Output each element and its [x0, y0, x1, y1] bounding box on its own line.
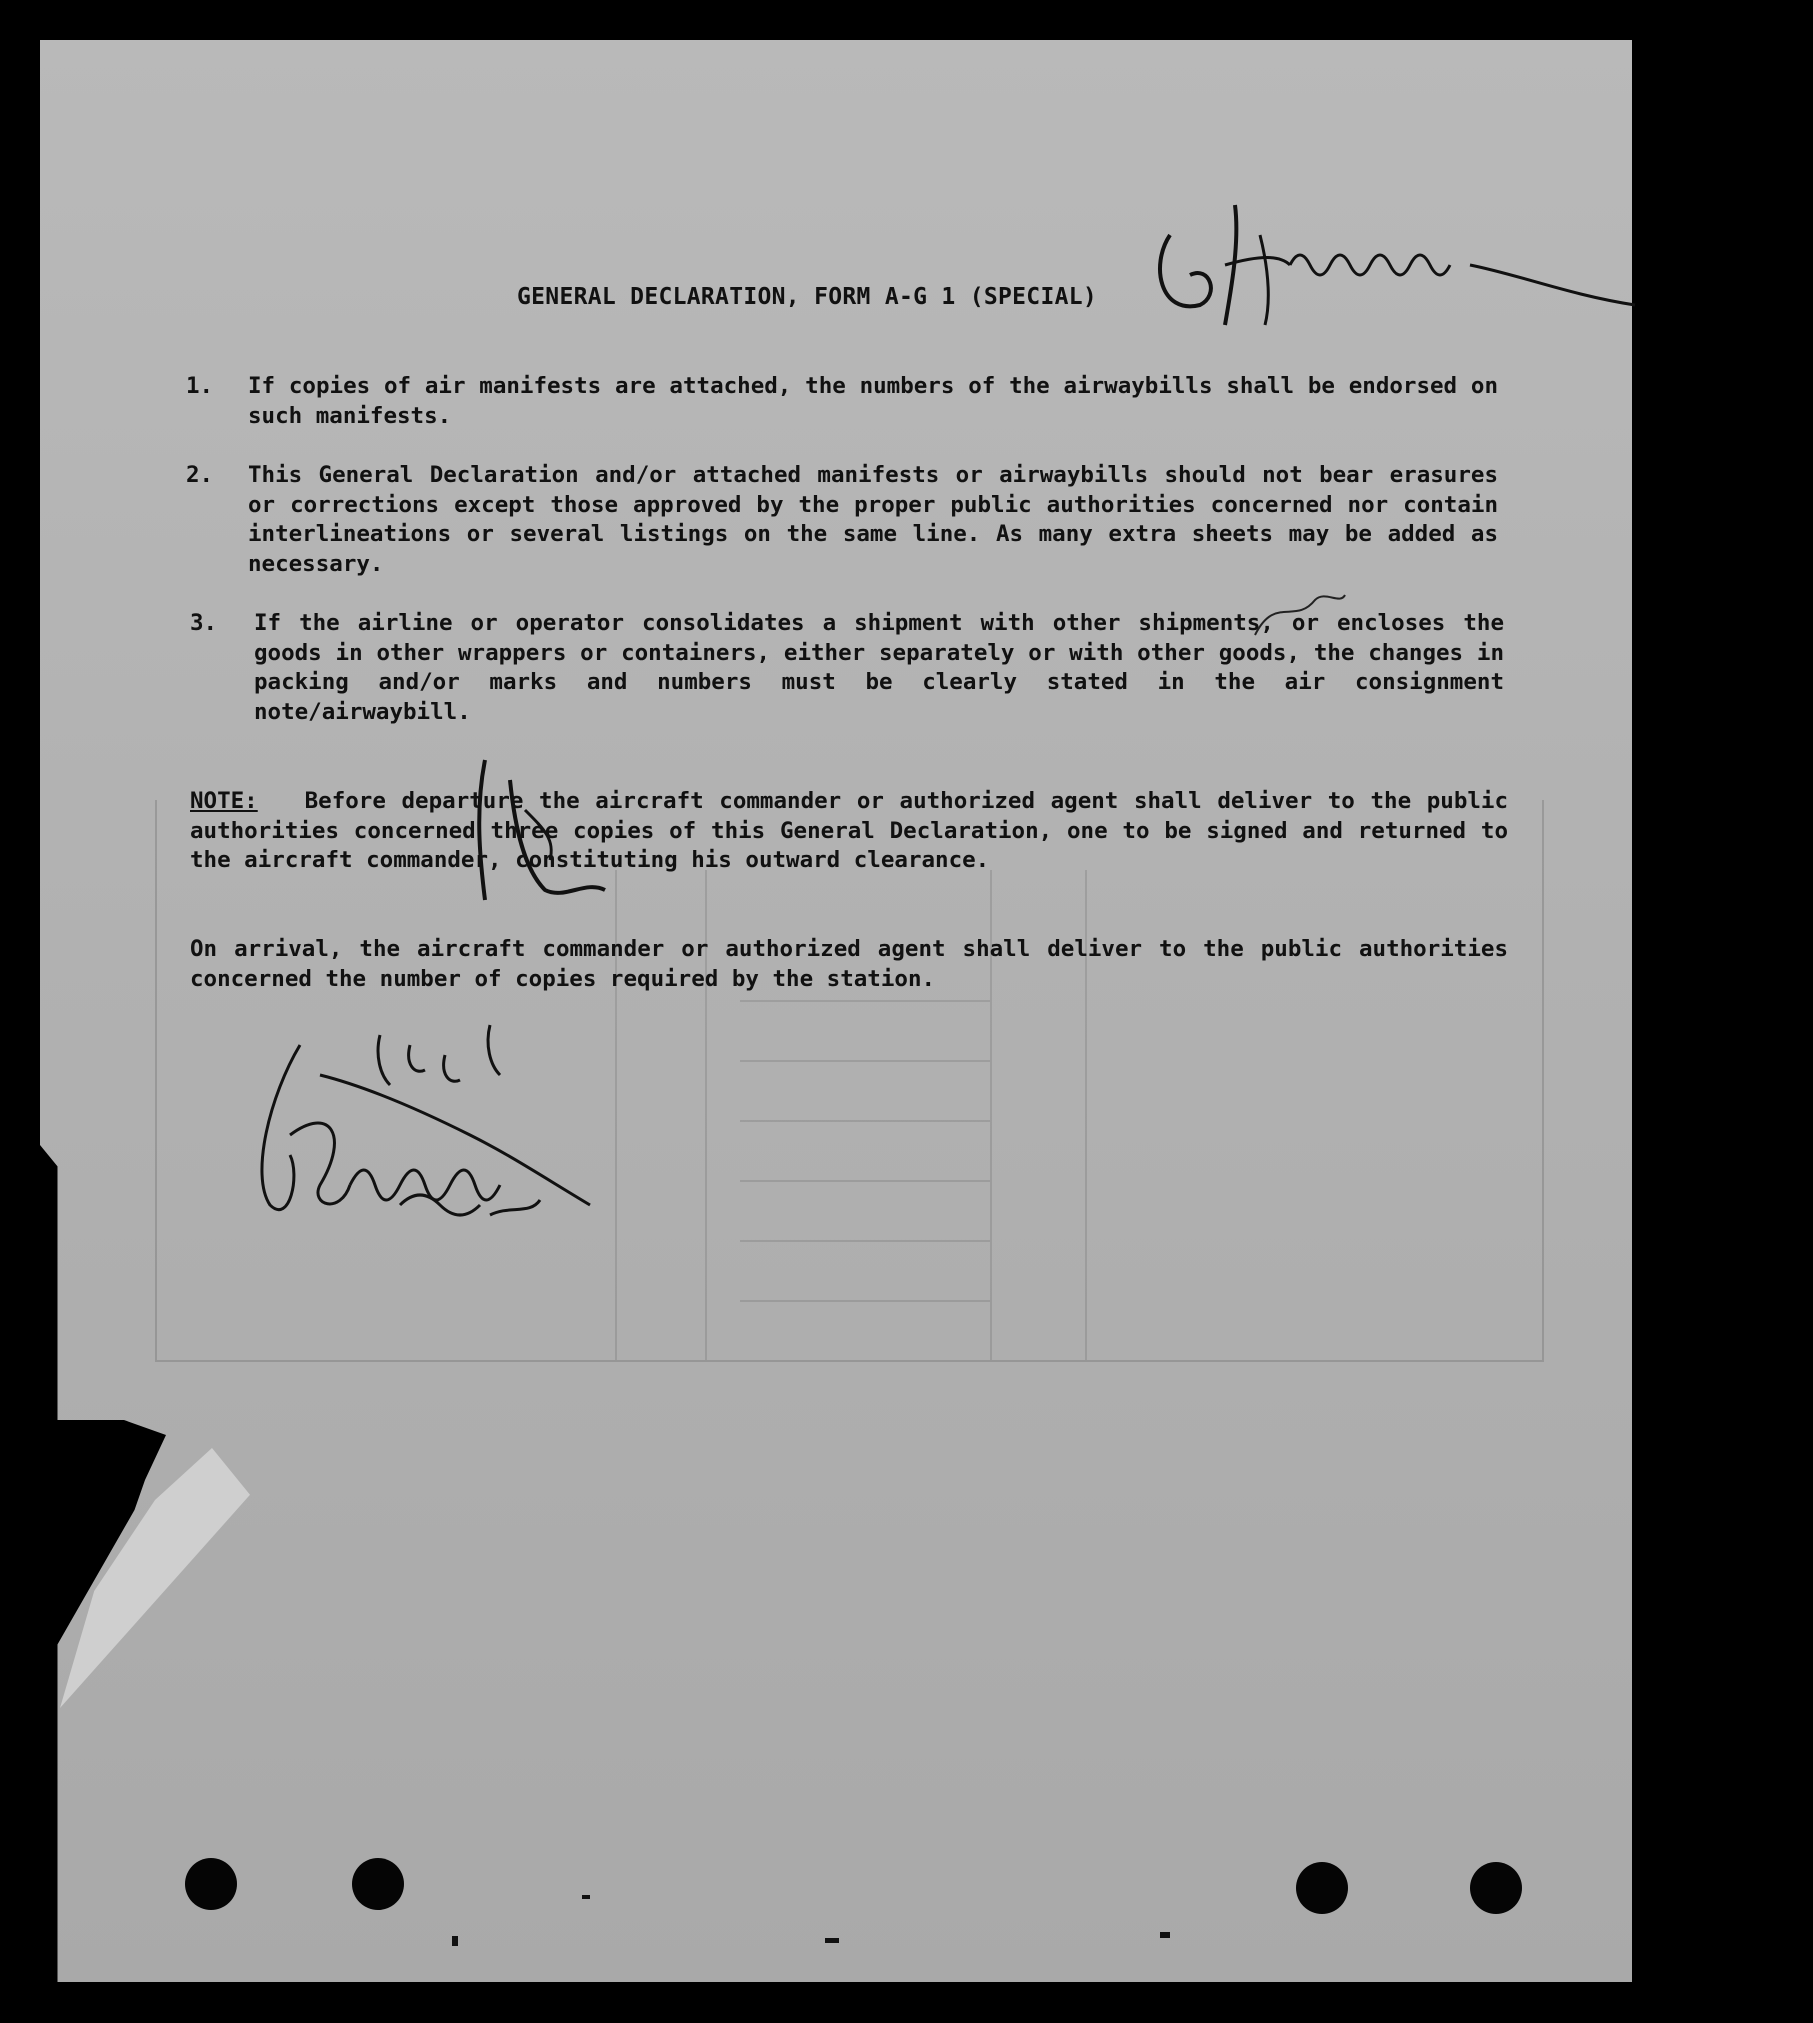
punch-hole: [1296, 1862, 1348, 1914]
signature-top: [1140, 195, 1640, 345]
arrival-paragraph: On arrival, the aircraft commander or authorized agent shall deliver to the public authorities concerned the number of copies required by the station.: [190, 936, 1508, 992]
signature-bottom: [240, 1015, 600, 1255]
item-text: If the airline or operator consolidates a shipment with other shipments, or encloses the goods in other wrappers or containers, either separately or with other goods, the changes in packing and/or marks and numbers must be clearly stated in the air consignment note/airwaybill.: [254, 610, 1504, 725]
speck: [452, 1936, 458, 1946]
signature-note: [455, 750, 625, 920]
document-title: GENERAL DECLARATION, FORM A-G 1 (SPECIAL): [517, 284, 1098, 310]
margin-scribble: [1245, 585, 1355, 645]
item-number: 2.: [186, 462, 214, 488]
note-text: Before departure the aircraft commander or authorized agent shall deliver to the public authorities concerned three copies of this General Declaration, one to be signed and returned to the aircraft commander, constituting his outward clearance.: [190, 788, 1509, 873]
punch-hole: [1470, 1862, 1522, 1914]
note-paragraph: [190, 787, 1508, 876]
item-text: If copies of air manifests are attached, the numbers of the airwaybills shall be endorsed on such manifests.: [248, 373, 1498, 429]
punch-hole: [185, 1858, 237, 1910]
note-label: NOTE:: [190, 788, 258, 814]
speck: [582, 1895, 590, 1899]
item-number: 3.: [190, 610, 218, 636]
punch-hole: [352, 1858, 404, 1910]
item-number: 1.: [186, 373, 214, 399]
speck: [825, 1938, 839, 1943]
item-text: This General Declaration and/or attached manifests or airwaybills should not bear erasures or corrections except those approved by the proper public authorities concerned nor contain interlineations or several listings on the same line. As many extra sheets may be added as necessary.: [248, 462, 1498, 577]
speck: [1160, 1932, 1170, 1938]
